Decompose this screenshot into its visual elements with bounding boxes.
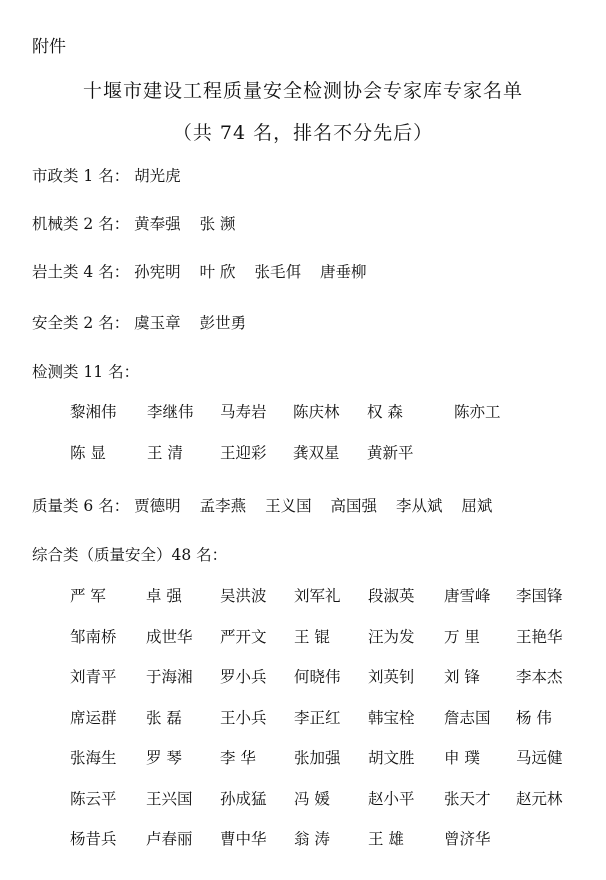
expert-name: 申 璞 xyxy=(444,749,480,767)
expert-name: 王小兵 xyxy=(220,708,267,727)
expert-name: 张加强 xyxy=(294,749,341,767)
expert-name: 权 森 xyxy=(367,403,403,421)
document-subtitle: （共 74 名，排名不分先后） xyxy=(172,122,434,144)
expert-name: 胡文胜 xyxy=(368,749,415,767)
expert-name: 叶 欣 xyxy=(199,263,236,281)
expert-name: 何晓伟 xyxy=(294,668,341,686)
expert-name: 贾德明 xyxy=(134,497,181,515)
expert-name: 孙成猛 xyxy=(220,789,267,808)
expert-name: 王 清 xyxy=(147,444,183,462)
document-title: 十堰市建设工程质量安全检测协会专家库专家名单 xyxy=(82,80,523,102)
expert-name: 冯 媛 xyxy=(294,789,330,808)
expert-name: 张毛佴 xyxy=(254,263,301,281)
expert-name: 陈 显 xyxy=(70,444,106,462)
expert-name: 唐垂柳 xyxy=(319,263,367,281)
expert-name: 张天才 xyxy=(444,789,491,808)
expert-name: 虞玉章 xyxy=(134,314,181,332)
expert-name: 李从斌 xyxy=(395,497,443,515)
category-label: 市政类 1 名： xyxy=(32,167,130,185)
expert-name: 杨 伟 xyxy=(516,708,552,727)
expert-name: 陈庆林 xyxy=(293,403,340,421)
expert-name: 严 军 xyxy=(70,587,106,605)
expert-name: 刘 锋 xyxy=(444,668,480,686)
expert-name: 高国强 xyxy=(330,497,378,515)
expert-name: 翁 涛 xyxy=(294,830,330,848)
expert-name: 于海湘 xyxy=(146,668,193,686)
expert-name: 曾济华 xyxy=(444,830,491,848)
category-mechanical xyxy=(32,212,250,234)
expert-name: 刘军礼 xyxy=(294,587,341,605)
expert-name: 李本杰 xyxy=(516,668,563,686)
expert-name: 韩宝栓 xyxy=(368,708,415,727)
expert-name: 罗 琴 xyxy=(146,749,182,767)
expert-name: 马寿岩 xyxy=(220,403,267,421)
expert-name: 屈斌 xyxy=(461,497,493,515)
expert-name: 李继伟 xyxy=(147,403,194,421)
expert-name: 王 锟 xyxy=(294,627,330,646)
expert-name: 段淑英 xyxy=(368,587,415,605)
expert-name: 吴洪波 xyxy=(220,587,267,605)
expert-name: 胡光虎 xyxy=(134,167,181,185)
expert-name: 张 磊 xyxy=(146,708,182,727)
expert-name: 赵元林 xyxy=(516,789,563,808)
expert-name: 曹中华 xyxy=(220,830,267,848)
expert-name: 孟李燕 xyxy=(199,497,247,515)
expert-name: 张 濒 xyxy=(199,215,236,233)
annex-label: 附件 xyxy=(32,37,66,57)
expert-name: 王义国 xyxy=(265,497,312,515)
category-municipal xyxy=(32,164,195,186)
expert-name: 刘青平 xyxy=(70,668,117,686)
expert-name: 詹志国 xyxy=(444,708,491,727)
category-label: 机械类 2 名： xyxy=(32,215,130,233)
expert-name: 孙宪明 xyxy=(134,263,181,281)
expert-name: 刘英钊 xyxy=(368,668,415,686)
expert-name: 王艳华 xyxy=(516,627,563,646)
expert-name: 罗小兵 xyxy=(220,668,267,686)
expert-name: 黎湘伟 xyxy=(70,403,117,421)
expert-name: 李国锋 xyxy=(516,587,563,605)
expert-name: 马远健 xyxy=(516,749,563,767)
expert-name: 彭世勇 xyxy=(199,314,247,332)
expert-name: 陈亦工 xyxy=(454,403,501,421)
expert-name: 李 华 xyxy=(220,749,256,767)
expert-name: 王迎彩 xyxy=(220,444,267,462)
expert-name: 王兴国 xyxy=(146,789,193,808)
expert-name: 王 雄 xyxy=(368,830,404,848)
expert-name: 汪为发 xyxy=(368,627,415,646)
expert-name: 赵小平 xyxy=(368,789,415,808)
category-label: 质量类 6 名： xyxy=(32,497,130,515)
expert-name: 黄新平 xyxy=(367,444,414,462)
expert-name: 黄奉强 xyxy=(134,215,181,233)
category-label: 岩土类 4 名： xyxy=(32,263,130,281)
detection-category-label: 检测类 11 名： xyxy=(32,363,140,381)
expert-name: 唐雪峰 xyxy=(444,587,491,605)
expert-name: 陈云平 xyxy=(70,789,117,808)
expert-name: 严开文 xyxy=(220,627,267,646)
category-safety xyxy=(32,311,260,333)
expert-name: 席运群 xyxy=(70,708,117,727)
category-label: 安全类 2 名： xyxy=(32,314,130,332)
expert-name: 龚双星 xyxy=(293,444,340,462)
expert-name: 张海生 xyxy=(70,749,117,767)
expert-name: 邹南桥 xyxy=(70,627,117,646)
expert-name: 成世华 xyxy=(146,627,193,646)
expert-name: 万 里 xyxy=(444,627,480,646)
category-quality xyxy=(32,494,506,516)
expert-name: 杨昔兵 xyxy=(70,830,117,848)
expert-name: 李正红 xyxy=(294,708,341,727)
comprehensive-category-label: 综合类（质量安全）48 名： xyxy=(32,546,228,564)
category-geotechnical xyxy=(32,260,380,282)
expert-name: 卢春丽 xyxy=(146,830,193,848)
expert-name: 卓 强 xyxy=(146,587,182,605)
